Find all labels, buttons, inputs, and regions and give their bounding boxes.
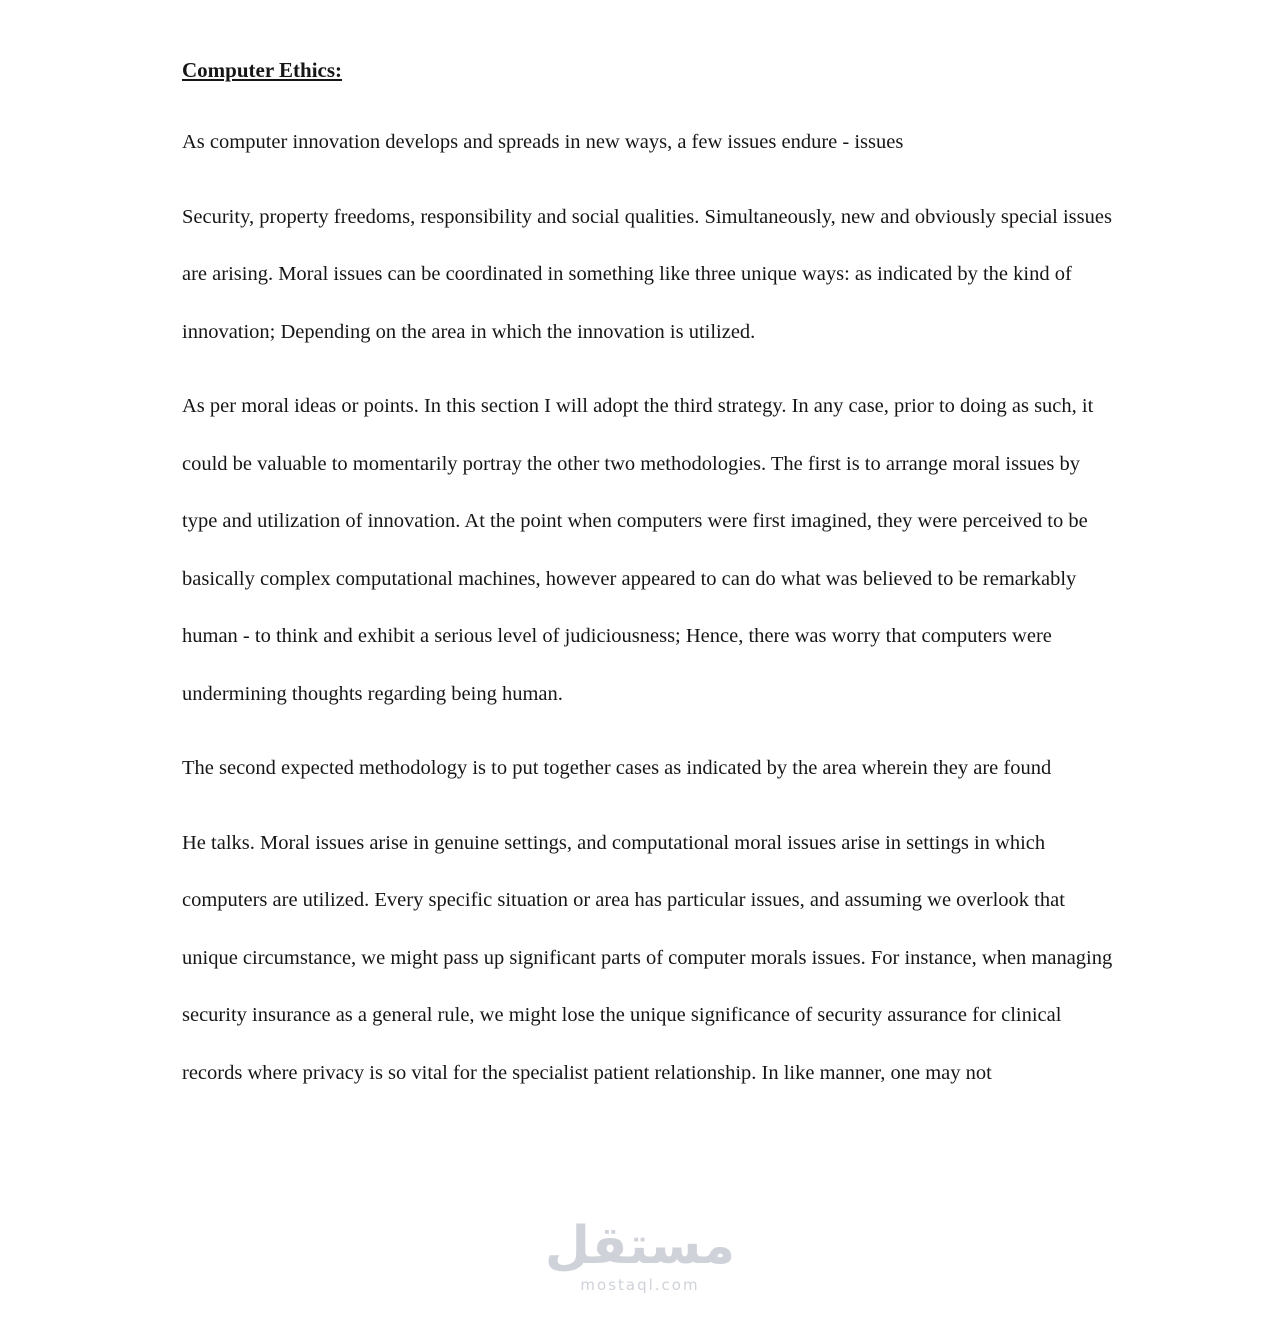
watermark-logo-text: مستقل <box>544 1216 736 1276</box>
watermark-url: mostaql.com <box>580 1276 700 1294</box>
paragraph-second-methodology: The second expected methodology is to put together cases as indicated by the area wherein they are found <box>182 757 1052 779</box>
paragraph-security-issues: Security, property freedoms, responsibility and social qualities. Simultaneously, new and obviously special issues are arising. Moral issues can be coordinated in something like three unique ways: as indicated by the kind of innovation; Depending on the area in which the innovation is utilized. <box>182 205 1112 343</box>
document-content <box>182 56 1118 1119</box>
watermark <box>500 1218 780 1294</box>
paragraph-he-talks: He talks. Moral issues arise in genuine settings, and computational moral issues arise in settings in which computers are utilized. Every specific situation or area has particular issues, and assuming we overlook that unique circumstance, we might pass up significant parts of computer morals issues. For instance, when managing security insurance as a general rule, we might lose the unique significance of security assurance for clinical records where privacy is so vital for the specialist patient relationship. In like manner, one may not <box>182 831 1113 1084</box>
paragraph-intro: As computer innovation develops and spreads in new ways, a few issues endure - issues <box>182 131 904 153</box>
paragraph-moral-ideas: As per moral ideas or points. In this section I will adopt the third strategy. In any case, prior to doing as such, it could be valuable to momentarily portray the other two methodologies. The first is to arrange moral issues by type and utilization of innovation. At the point when computers were first imagined, they were perceived to be basically complex computational machines, however appeared to can do what was believed to be remarkably human - to think and exhibit a serious level of judiciousness; Hence, there was worry that computers were undermining thoughts regarding being human. <box>182 395 1094 705</box>
document-heading: Computer Ethics: <box>182 58 343 82</box>
